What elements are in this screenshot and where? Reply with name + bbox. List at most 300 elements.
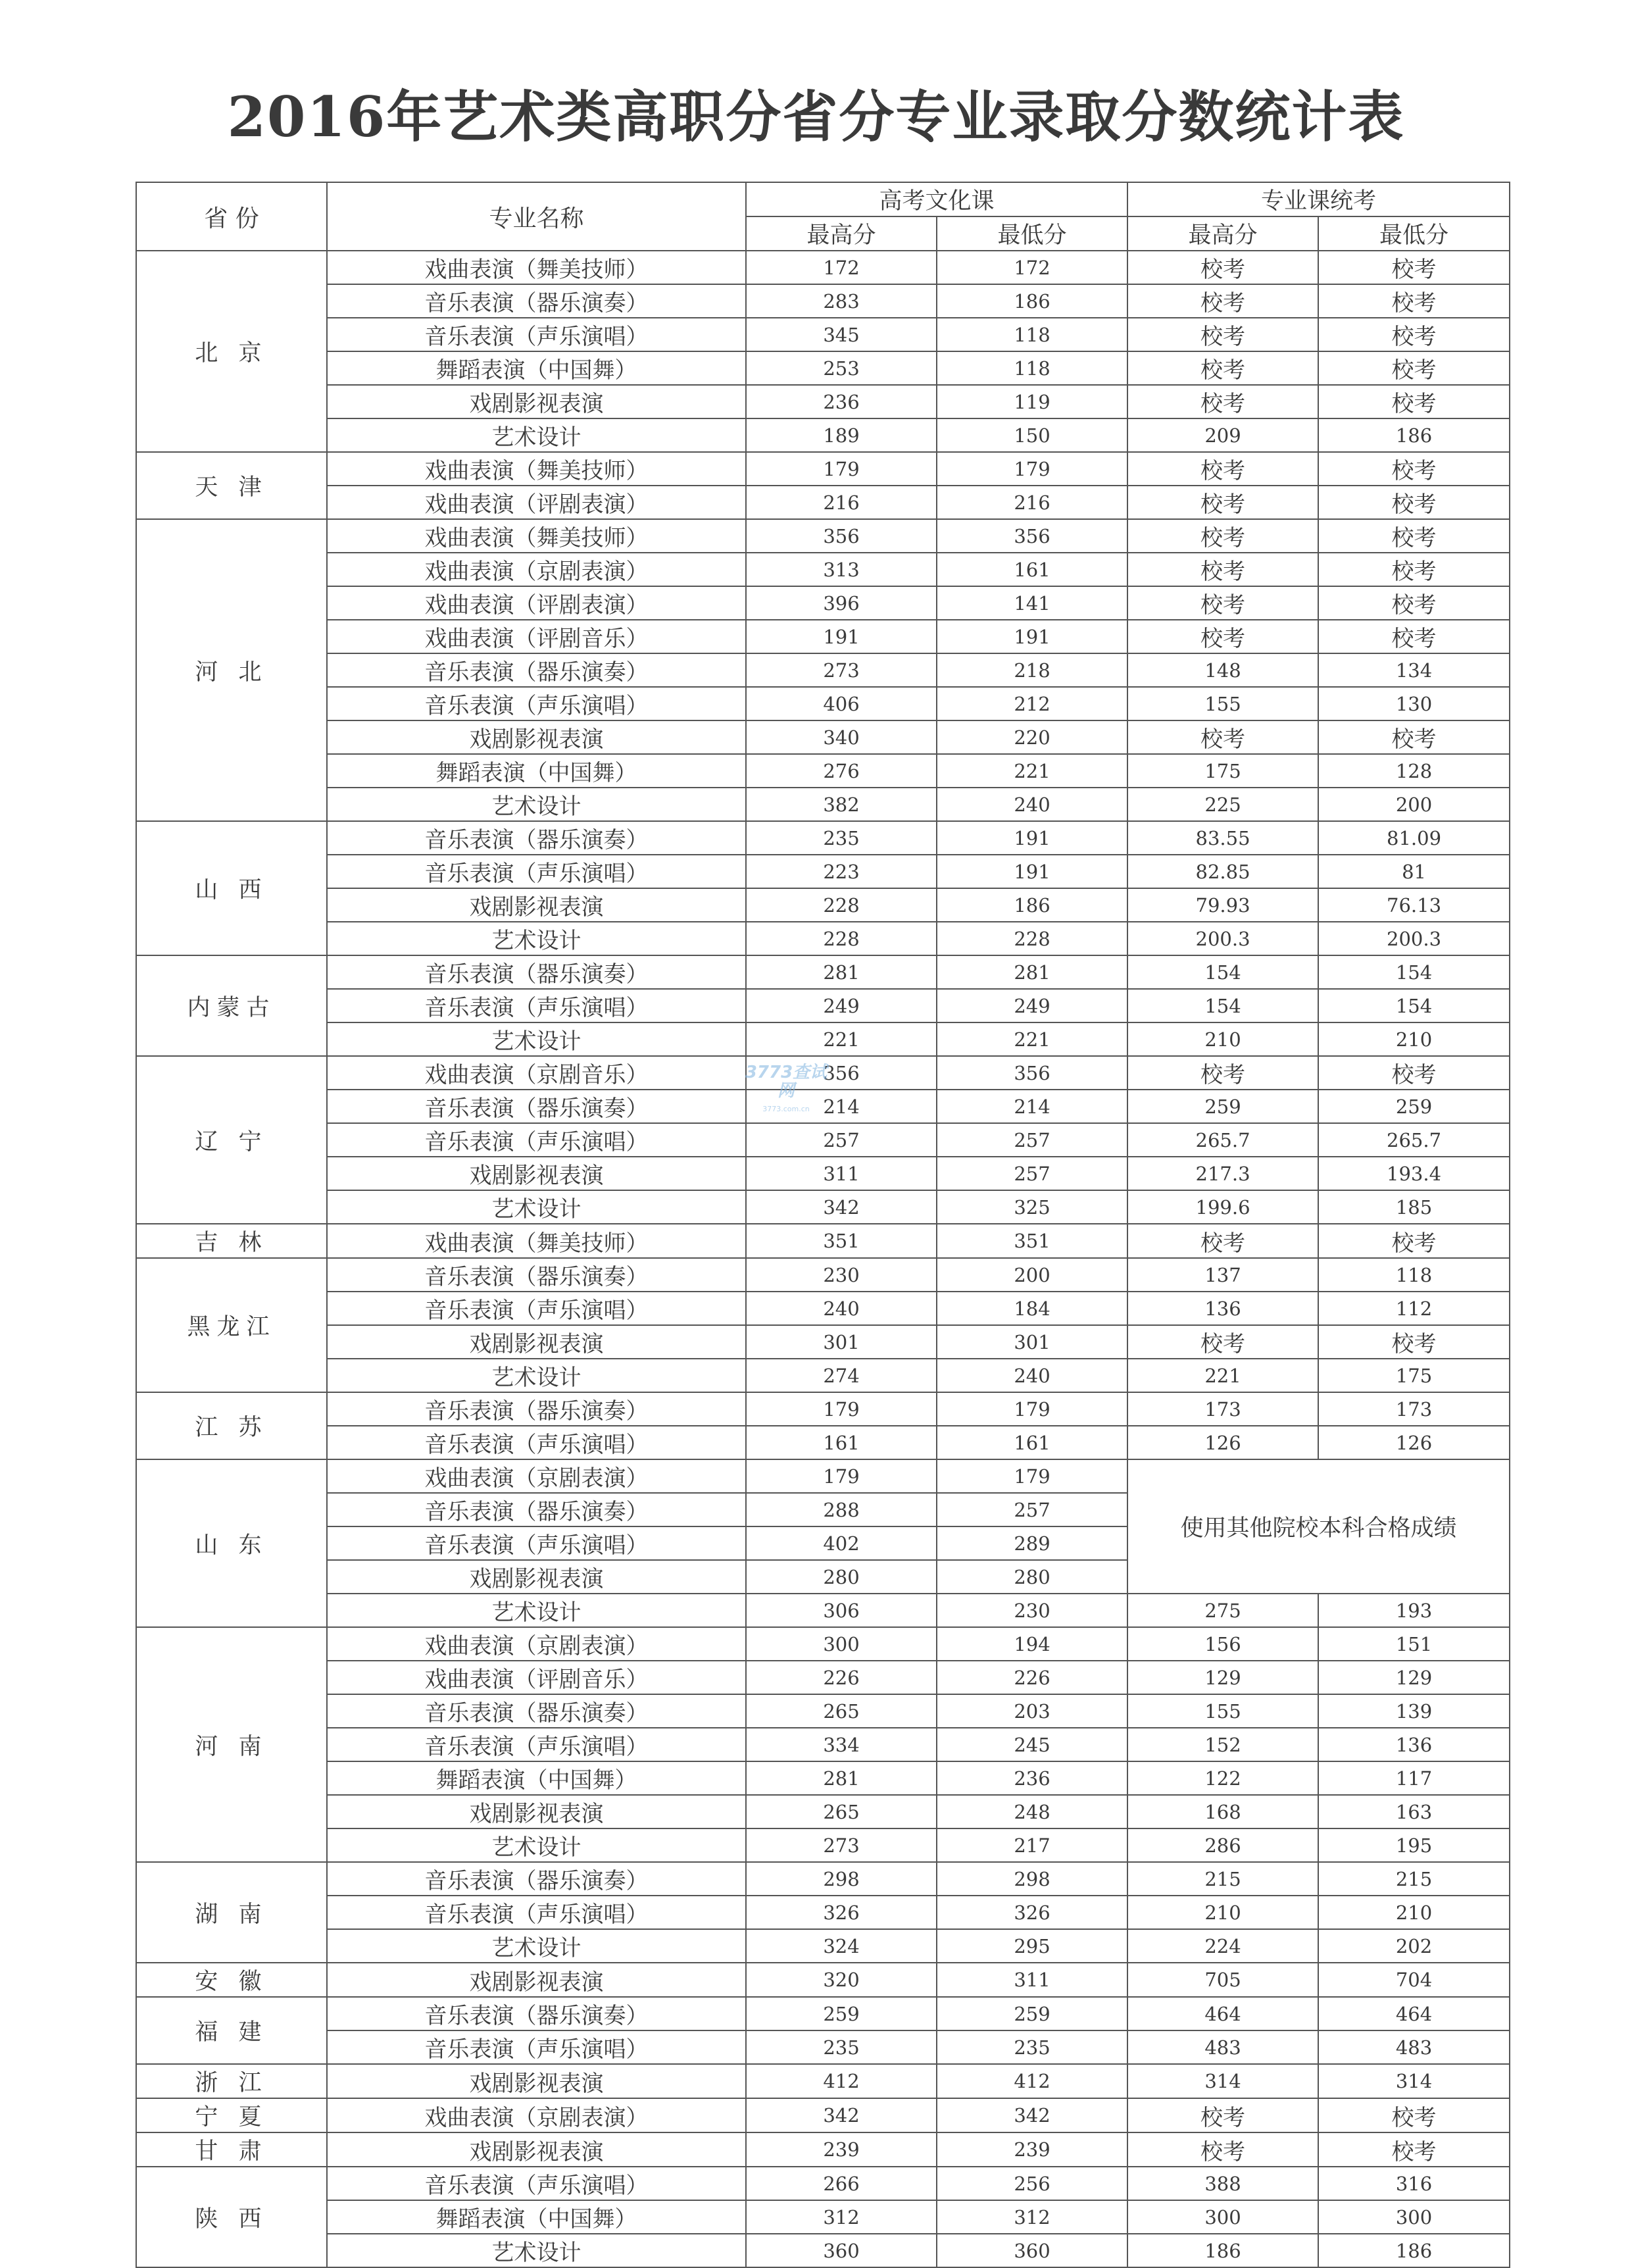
professional-min-cell: 128 — [1318, 754, 1510, 788]
major-name-cell: 音乐表演（器乐演奏） — [327, 1258, 746, 1292]
professional-max-cell: 校考 — [1127, 1325, 1318, 1359]
major-name-cell: 戏曲表演（评剧音乐） — [327, 620, 746, 653]
professional-max-cell: 校考 — [1127, 351, 1318, 385]
professional-min-cell: 210 — [1318, 1022, 1510, 1056]
table-row — [136, 855, 1510, 888]
professional-min-cell: 136 — [1318, 1728, 1510, 1761]
professional-max-cell: 154 — [1127, 989, 1318, 1022]
professional-min-cell: 193.4 — [1318, 1157, 1510, 1190]
major-name-cell: 音乐表演（声乐演唱） — [327, 2030, 746, 2064]
table-row — [136, 2132, 1510, 2167]
professional-max-cell: 154 — [1127, 955, 1318, 989]
major-name-cell: 舞蹈表演（中国舞） — [327, 2200, 746, 2234]
professional-max-cell: 464 — [1127, 1997, 1318, 2030]
culture-min-cell: 356 — [937, 1056, 1127, 1090]
culture-max-cell: 216 — [746, 486, 937, 519]
professional-max-cell: 155 — [1127, 1694, 1318, 1728]
professional-max-cell: 83.55 — [1127, 821, 1318, 855]
professional-max-cell: 168 — [1127, 1795, 1318, 1828]
culture-max-cell: 223 — [746, 855, 937, 888]
culture-max-cell: 406 — [746, 687, 937, 720]
professional-min-cell: 校考 — [1318, 586, 1510, 620]
table-row — [136, 318, 1510, 351]
professional-min-cell: 117 — [1318, 1761, 1510, 1795]
culture-max-cell: 235 — [746, 821, 937, 855]
culture-min-cell: 230 — [937, 1594, 1127, 1627]
culture-max-cell: 172 — [746, 251, 937, 284]
professional-max-cell: 校考 — [1127, 251, 1318, 284]
culture-min-cell: 248 — [937, 1795, 1127, 1828]
professional-min-cell: 464 — [1318, 1997, 1510, 2030]
professional-max-cell: 259 — [1127, 1090, 1318, 1123]
major-name-cell: 音乐表演（声乐演唱） — [327, 1526, 746, 1560]
professional-note-cell: 使用其他院校本科合格成绩 — [1127, 1459, 1510, 1594]
table-row — [136, 519, 1510, 553]
culture-max-cell: 228 — [746, 888, 937, 922]
culture-max-cell: 239 — [746, 2132, 937, 2167]
professional-min-cell: 200 — [1318, 788, 1510, 821]
professional-max-cell: 314 — [1127, 2064, 1318, 2098]
header-major: 专业名称 — [327, 182, 746, 251]
table-row — [136, 553, 1510, 586]
professional-min-cell: 校考 — [1318, 452, 1510, 486]
culture-max-cell: 342 — [746, 2098, 937, 2132]
major-name-cell: 戏剧影视表演 — [327, 385, 746, 418]
professional-min-cell: 校考 — [1318, 2098, 1510, 2132]
professional-max-cell: 校考 — [1127, 1224, 1318, 1258]
culture-max-cell: 281 — [746, 955, 937, 989]
culture-min-cell: 141 — [937, 586, 1127, 620]
professional-max-cell: 82.85 — [1127, 855, 1318, 888]
major-name-cell: 戏剧影视表演 — [327, 2064, 746, 2098]
professional-min-cell: 195 — [1318, 1828, 1510, 1862]
province-cell: 甘 肃 — [136, 2132, 327, 2167]
major-name-cell: 音乐表演（声乐演唱） — [327, 1896, 746, 1929]
professional-min-cell: 154 — [1318, 955, 1510, 989]
page-title: 2016年艺术类高职分省分专业录取分数统计表 — [227, 84, 1405, 149]
table-row — [136, 486, 1510, 519]
professional-max-cell: 210 — [1127, 1896, 1318, 1929]
culture-min-cell: 191 — [937, 620, 1127, 653]
major-name-cell: 舞蹈表演（中国舞） — [327, 351, 746, 385]
culture-min-cell: 191 — [937, 821, 1127, 855]
table-row — [136, 1929, 1510, 1963]
culture-min-cell: 235 — [937, 2030, 1127, 2064]
professional-max-cell: 186 — [1127, 2234, 1318, 2267]
culture-max-cell: 288 — [746, 1493, 937, 1526]
table-header — [136, 182, 1510, 251]
culture-max-cell: 412 — [746, 2064, 937, 2098]
culture-max-cell: 396 — [746, 586, 937, 620]
culture-max-cell: 301 — [746, 1325, 937, 1359]
culture-max-cell: 191 — [746, 620, 937, 653]
major-name-cell: 戏曲表演（舞美技师） — [327, 1224, 746, 1258]
professional-min-cell: 175 — [1318, 1359, 1510, 1392]
major-name-cell: 舞蹈表演（中国舞） — [327, 754, 746, 788]
culture-max-cell: 281 — [746, 1761, 937, 1795]
major-name-cell: 戏曲表演（京剧表演） — [327, 1627, 746, 1661]
culture-min-cell: 119 — [937, 385, 1127, 418]
header-province: 省 份 — [136, 182, 327, 251]
professional-max-cell: 校考 — [1127, 720, 1318, 754]
professional-max-cell: 199.6 — [1127, 1190, 1318, 1224]
culture-max-cell: 221 — [746, 1022, 937, 1056]
professional-min-cell: 173 — [1318, 1392, 1510, 1426]
culture-min-cell: 356 — [937, 519, 1127, 553]
culture-max-cell: 240 — [746, 1292, 937, 1325]
professional-min-cell: 704 — [1318, 1963, 1510, 1997]
professional-max-cell: 483 — [1127, 2030, 1318, 2064]
major-name-cell: 艺术设计 — [327, 1022, 746, 1056]
culture-max-cell: 351 — [746, 1224, 937, 1258]
culture-min-cell: 179 — [937, 452, 1127, 486]
table-row — [136, 1359, 1510, 1392]
culture-min-cell: 191 — [937, 855, 1127, 888]
table-row — [136, 2200, 1510, 2234]
culture-min-cell: 325 — [937, 1190, 1127, 1224]
major-name-cell: 戏剧影视表演 — [327, 2132, 746, 2167]
professional-max-cell: 校考 — [1127, 1056, 1318, 1090]
professional-min-cell: 126 — [1318, 1426, 1510, 1459]
culture-max-cell: 161 — [746, 1426, 937, 1459]
table-row — [136, 2030, 1510, 2064]
professional-min-cell: 185 — [1318, 1190, 1510, 1224]
major-name-cell: 艺术设计 — [327, 922, 746, 955]
professional-max-cell: 152 — [1127, 1728, 1318, 1761]
table-row — [136, 284, 1510, 318]
table-row — [136, 1694, 1510, 1728]
professional-min-cell: 118 — [1318, 1258, 1510, 1292]
culture-max-cell: 189 — [746, 418, 937, 452]
table-row — [136, 720, 1510, 754]
culture-min-cell: 295 — [937, 1929, 1127, 1963]
professional-min-cell: 300 — [1318, 2200, 1510, 2234]
professional-max-cell: 校考 — [1127, 2132, 1318, 2167]
major-name-cell: 戏曲表演（舞美技师） — [327, 452, 746, 486]
culture-min-cell: 218 — [937, 653, 1127, 687]
province-cell: 天 津 — [136, 452, 327, 519]
table-row — [136, 687, 1510, 720]
professional-min-cell: 134 — [1318, 653, 1510, 687]
culture-max-cell: 300 — [746, 1627, 937, 1661]
major-name-cell: 戏剧影视表演 — [327, 1157, 746, 1190]
professional-max-cell: 209 — [1127, 418, 1318, 452]
professional-max-cell: 122 — [1127, 1761, 1318, 1795]
major-name-cell: 戏剧影视表演 — [327, 1963, 746, 1997]
major-name-cell: 音乐表演（声乐演唱） — [327, 1292, 746, 1325]
professional-min-cell: 校考 — [1318, 486, 1510, 519]
major-name-cell: 戏剧影视表演 — [327, 888, 746, 922]
table-row — [136, 1190, 1510, 1224]
professional-max-cell: 148 — [1127, 653, 1318, 687]
header-culture-course: 高考文化课 — [746, 182, 1127, 216]
major-name-cell: 戏曲表演（京剧表演） — [327, 1459, 746, 1493]
province-cell: 湖 南 — [136, 1862, 327, 1963]
professional-min-cell: 校考 — [1318, 251, 1510, 284]
table-row — [136, 1392, 1510, 1426]
table-row — [136, 922, 1510, 955]
culture-min-cell: 311 — [937, 1963, 1127, 1997]
culture-min-cell: 186 — [937, 888, 1127, 922]
province-cell: 河 北 — [136, 519, 327, 821]
professional-min-cell: 163 — [1318, 1795, 1510, 1828]
table-row — [136, 821, 1510, 855]
culture-min-cell: 179 — [937, 1459, 1127, 1493]
professional-min-cell: 校考 — [1318, 1325, 1510, 1359]
professional-min-cell: 校考 — [1318, 519, 1510, 553]
major-name-cell: 音乐表演（器乐演奏） — [327, 955, 746, 989]
culture-min-cell: 351 — [937, 1224, 1127, 1258]
professional-max-cell: 286 — [1127, 1828, 1318, 1862]
professional-max-cell: 校考 — [1127, 385, 1318, 418]
professional-min-cell: 校考 — [1318, 1056, 1510, 1090]
major-name-cell: 戏剧影视表演 — [327, 720, 746, 754]
major-name-cell: 艺术设计 — [327, 2234, 746, 2267]
professional-max-cell: 224 — [1127, 1929, 1318, 1963]
major-name-cell: 艺术设计 — [327, 1828, 746, 1862]
province-cell: 陕 西 — [136, 2167, 327, 2267]
major-name-cell: 戏曲表演（舞美技师） — [327, 251, 746, 284]
culture-min-cell: 240 — [937, 788, 1127, 821]
professional-min-cell: 校考 — [1318, 720, 1510, 754]
major-name-cell: 音乐表演（声乐演唱） — [327, 1728, 746, 1761]
table-row — [136, 1963, 1510, 1997]
culture-min-cell: 186 — [937, 284, 1127, 318]
province-cell: 河 南 — [136, 1627, 327, 1862]
major-name-cell: 戏曲表演（京剧表演） — [327, 2098, 746, 2132]
culture-min-cell: 220 — [937, 720, 1127, 754]
culture-min-cell: 257 — [937, 1123, 1127, 1157]
province-cell: 黑龙江 — [136, 1258, 327, 1392]
culture-max-cell: 228 — [746, 922, 937, 955]
major-name-cell: 音乐表演（器乐演奏） — [327, 1997, 746, 2030]
table-row — [136, 1123, 1510, 1157]
culture-max-cell: 253 — [746, 351, 937, 385]
culture-min-cell: 214 — [937, 1090, 1127, 1123]
major-name-cell: 戏曲表演（京剧表演） — [327, 553, 746, 586]
header-professional-max: 最高分 — [1127, 216, 1318, 251]
professional-min-cell: 校考 — [1318, 1224, 1510, 1258]
major-name-cell: 戏剧影视表演 — [327, 1795, 746, 1828]
culture-min-cell: 312 — [937, 2200, 1127, 2234]
table-row — [136, 653, 1510, 687]
culture-min-cell: 257 — [937, 1493, 1127, 1526]
table-row — [136, 888, 1510, 922]
major-name-cell: 音乐表演（声乐演唱） — [327, 1426, 746, 1459]
culture-min-cell: 194 — [937, 1627, 1127, 1661]
culture-max-cell: 313 — [746, 553, 937, 586]
culture-min-cell: 216 — [937, 486, 1127, 519]
professional-min-cell: 76.13 — [1318, 888, 1510, 922]
professional-max-cell: 校考 — [1127, 586, 1318, 620]
professional-min-cell: 130 — [1318, 687, 1510, 720]
table-row — [136, 989, 1510, 1022]
major-name-cell: 音乐表演（器乐演奏） — [327, 1090, 746, 1123]
table-row — [136, 1459, 1510, 1493]
culture-max-cell: 312 — [746, 2200, 937, 2234]
culture-max-cell: 259 — [746, 1997, 937, 2030]
table-row — [136, 754, 1510, 788]
culture-max-cell: 235 — [746, 2030, 937, 2064]
professional-max-cell: 79.93 — [1127, 888, 1318, 922]
major-name-cell: 戏曲表演（评剧音乐） — [327, 1661, 746, 1694]
professional-min-cell: 215 — [1318, 1862, 1510, 1896]
table-row — [136, 1862, 1510, 1896]
professional-max-cell: 173 — [1127, 1392, 1318, 1426]
table-row — [136, 1258, 1510, 1292]
table-row — [136, 1761, 1510, 1795]
professional-min-cell: 193 — [1318, 1594, 1510, 1627]
culture-max-cell: 320 — [746, 1963, 937, 1997]
culture-min-cell: 412 — [937, 2064, 1127, 2098]
table-row — [136, 2064, 1510, 2098]
culture-min-cell: 150 — [937, 418, 1127, 452]
professional-max-cell: 校考 — [1127, 519, 1318, 553]
header-professional-exam: 专业课统考 — [1127, 182, 1510, 216]
table-row — [136, 385, 1510, 418]
culture-min-cell: 360 — [937, 2234, 1127, 2267]
province-cell: 山 西 — [136, 821, 327, 955]
province-cell: 福 建 — [136, 1997, 327, 2064]
major-name-cell: 戏曲表演（评剧表演） — [327, 486, 746, 519]
culture-min-cell: 118 — [937, 318, 1127, 351]
culture-max-cell: 214 — [746, 1090, 937, 1123]
culture-max-cell: 356 — [746, 1056, 937, 1090]
major-name-cell: 音乐表演（声乐演唱） — [327, 855, 746, 888]
professional-max-cell: 校考 — [1127, 2098, 1318, 2132]
table-row — [136, 2167, 1510, 2200]
culture-max-cell: 226 — [746, 1661, 937, 1694]
culture-max-cell: 179 — [746, 1392, 937, 1426]
culture-min-cell: 257 — [937, 1157, 1127, 1190]
province-cell: 北 京 — [136, 251, 327, 452]
table-row — [136, 351, 1510, 385]
professional-max-cell: 388 — [1127, 2167, 1318, 2200]
major-name-cell: 音乐表演（器乐演奏） — [327, 653, 746, 687]
culture-max-cell: 179 — [746, 452, 937, 486]
culture-min-cell: 118 — [937, 351, 1127, 385]
professional-min-cell: 校考 — [1318, 385, 1510, 418]
culture-min-cell: 236 — [937, 1761, 1127, 1795]
professional-max-cell: 155 — [1127, 687, 1318, 720]
major-name-cell: 艺术设计 — [327, 418, 746, 452]
professional-max-cell: 215 — [1127, 1862, 1318, 1896]
culture-max-cell: 276 — [746, 754, 937, 788]
professional-max-cell: 校考 — [1127, 486, 1318, 519]
major-name-cell: 音乐表演（声乐演唱） — [327, 1123, 746, 1157]
professional-max-cell: 221 — [1127, 1359, 1318, 1392]
table-row — [136, 1292, 1510, 1325]
culture-max-cell: 342 — [746, 1190, 937, 1224]
province-cell: 内蒙古 — [136, 955, 327, 1056]
table-row — [136, 1627, 1510, 1661]
culture-max-cell: 340 — [746, 720, 937, 754]
major-name-cell: 音乐表演（声乐演唱） — [327, 2167, 746, 2200]
major-name-cell: 舞蹈表演（中国舞） — [327, 1761, 746, 1795]
major-name-cell: 艺术设计 — [327, 1929, 746, 1963]
culture-min-cell: 200 — [937, 1258, 1127, 1292]
culture-min-cell: 342 — [937, 2098, 1127, 2132]
province-cell: 浙 江 — [136, 2064, 327, 2098]
table-row — [136, 586, 1510, 620]
culture-max-cell: 360 — [746, 2234, 937, 2267]
table-row — [136, 452, 1510, 486]
culture-max-cell: 306 — [746, 1594, 937, 1627]
major-name-cell: 戏曲表演（京剧音乐） — [327, 1056, 746, 1090]
major-name-cell: 艺术设计 — [327, 1190, 746, 1224]
professional-min-cell: 316 — [1318, 2167, 1510, 2200]
culture-min-cell: 326 — [937, 1896, 1127, 1929]
professional-min-cell: 81.09 — [1318, 821, 1510, 855]
watermark — [743, 1063, 829, 1119]
culture-max-cell: 274 — [746, 1359, 937, 1392]
professional-max-cell: 校考 — [1127, 452, 1318, 486]
culture-max-cell: 266 — [746, 2167, 937, 2200]
professional-min-cell: 129 — [1318, 1661, 1510, 1694]
professional-min-cell: 校考 — [1318, 620, 1510, 653]
professional-max-cell: 126 — [1127, 1426, 1318, 1459]
professional-max-cell: 175 — [1127, 754, 1318, 788]
culture-min-cell: 179 — [937, 1392, 1127, 1426]
major-name-cell: 艺术设计 — [327, 788, 746, 821]
professional-min-cell: 校考 — [1318, 351, 1510, 385]
professional-max-cell: 300 — [1127, 2200, 1318, 2234]
culture-min-cell: 280 — [937, 1560, 1127, 1594]
culture-max-cell: 324 — [746, 1929, 937, 1963]
table-row — [136, 1594, 1510, 1627]
professional-max-cell: 200.3 — [1127, 922, 1318, 955]
province-cell: 辽 宁 — [136, 1056, 327, 1224]
culture-max-cell: 382 — [746, 788, 937, 821]
professional-min-cell: 265.7 — [1318, 1123, 1510, 1157]
culture-min-cell: 239 — [937, 2132, 1127, 2167]
culture-min-cell: 249 — [937, 989, 1127, 1022]
culture-max-cell: 249 — [746, 989, 937, 1022]
professional-min-cell: 151 — [1318, 1627, 1510, 1661]
culture-min-cell: 226 — [937, 1661, 1127, 1694]
table-row — [136, 2234, 1510, 2267]
culture-min-cell: 289 — [937, 1526, 1127, 1560]
professional-min-cell: 校考 — [1318, 318, 1510, 351]
table-body — [136, 251, 1510, 2267]
table-row — [136, 418, 1510, 452]
culture-max-cell: 345 — [746, 318, 937, 351]
culture-min-cell: 217 — [937, 1828, 1127, 1862]
major-name-cell: 音乐表演（声乐演唱） — [327, 318, 746, 351]
professional-min-cell: 483 — [1318, 2030, 1510, 2064]
watermark-subtext: 3773.com.cn — [762, 1105, 810, 1113]
province-cell: 吉 林 — [136, 1224, 327, 1258]
major-name-cell: 戏剧影视表演 — [327, 1560, 746, 1594]
table-row — [136, 1828, 1510, 1862]
professional-max-cell: 705 — [1127, 1963, 1318, 1997]
professional-max-cell: 校考 — [1127, 553, 1318, 586]
professional-min-cell: 202 — [1318, 1929, 1510, 1963]
major-name-cell: 音乐表演（器乐演奏） — [327, 1694, 746, 1728]
professional-max-cell: 129 — [1127, 1661, 1318, 1694]
professional-min-cell: 259 — [1318, 1090, 1510, 1123]
table-row — [136, 1426, 1510, 1459]
professional-min-cell: 186 — [1318, 418, 1510, 452]
professional-min-cell: 校考 — [1318, 2132, 1510, 2167]
culture-min-cell: 212 — [937, 687, 1127, 720]
professional-max-cell: 210 — [1127, 1022, 1318, 1056]
culture-max-cell: 265 — [746, 1694, 937, 1728]
culture-min-cell: 228 — [937, 922, 1127, 955]
culture-max-cell: 334 — [746, 1728, 937, 1761]
major-name-cell: 音乐表演（器乐演奏） — [327, 821, 746, 855]
professional-max-cell: 校考 — [1127, 284, 1318, 318]
